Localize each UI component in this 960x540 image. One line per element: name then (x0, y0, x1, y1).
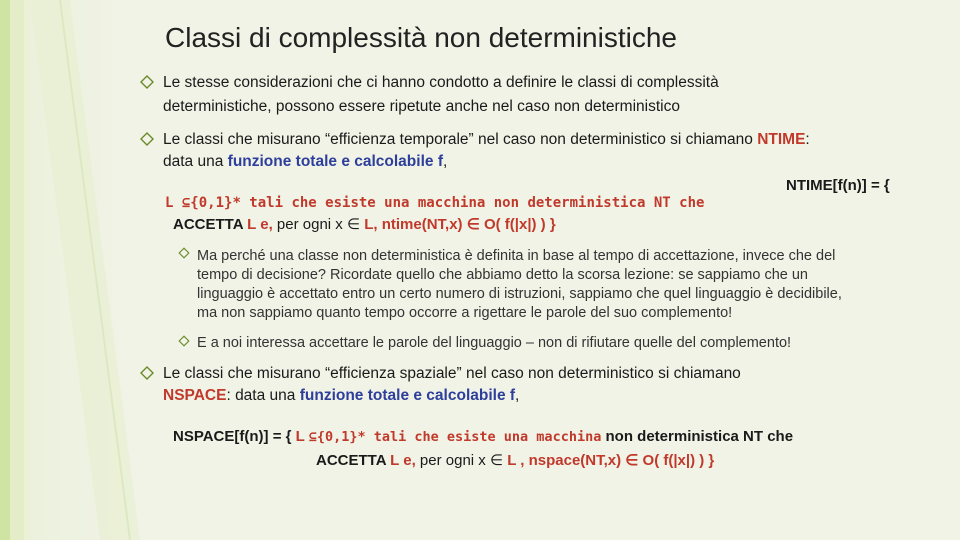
diamond-bullet-icon (137, 129, 157, 149)
sub2-line1: E a noi interessa accettare le parole del linguaggio – non di rifiutare quelle del complemento! (197, 335, 792, 351)
slide-title: Classi di complessità non deterministiche (165, 22, 677, 53)
bullet1-line1: Le stesse considerazioni che ci hanno condotto a definire le classi di complessità (163, 74, 719, 91)
sub1-line1: Ma perché una classe non deterministica è definita in base al tempo di accettazione, invece che del (197, 248, 836, 264)
diamond-bullet-icon (176, 245, 192, 261)
bullet2-line2: data una funzione totale e calcolabile f, (163, 153, 448, 170)
diamond-bullet-icon (137, 363, 157, 383)
diamond-bullet-icon (137, 72, 157, 92)
ntime-formula-line2: ACCETTA L e, per ogni x ∈ L, ntime(NT,x) ∈ O( f(|x|) ) } (173, 216, 556, 233)
bullet3-line1: Le classi che misurano “efficienza spaziale” nel caso non deterministico si chiamano (163, 365, 741, 382)
bullet3-line2: NSPACE: data una funzione totale e calcolabile f, (163, 387, 520, 404)
diamond-bullet-icon (176, 333, 192, 349)
decor-slant-lines (0, 0, 160, 540)
sub1-line4: ma non sappiamo quanto tempo occorre a rigettare le parole del suo complemento! (197, 305, 733, 321)
sub1-line3: linguaggio è accettato entro un certo numero di istruzioni, sappiamo che quel linguaggio è decidibile, (197, 286, 842, 302)
bullet2-line1: Le classi che misurano “efficienza temporale” nel caso non deterministico si chiamano NTIME: (163, 131, 810, 148)
ntime-formula-head: NTIME[f(n)] = { (786, 177, 890, 194)
nspace-formula-line1: NSPACE[f(n)] = { L ⊆{0,1}* tali che esiste una macchina non deterministica NT che (173, 428, 794, 445)
ntime-formula-line1: L ⊆{0,1}* tali che esiste una macchina non deterministica NT che (165, 195, 705, 211)
nspace-formula-line2: ACCETTA L e, per ogni x ∈ L , nspace(NT,x) ∈ O( f(|x|) ) } (316, 452, 715, 469)
bullet1-line2: deterministiche, possono essere ripetute anche nel caso non deterministico (163, 98, 680, 115)
sub1-line2: tempo di decisione? Ricordate quello che abbiamo detto la scorsa lezione: se sappiamo che un (197, 267, 808, 283)
